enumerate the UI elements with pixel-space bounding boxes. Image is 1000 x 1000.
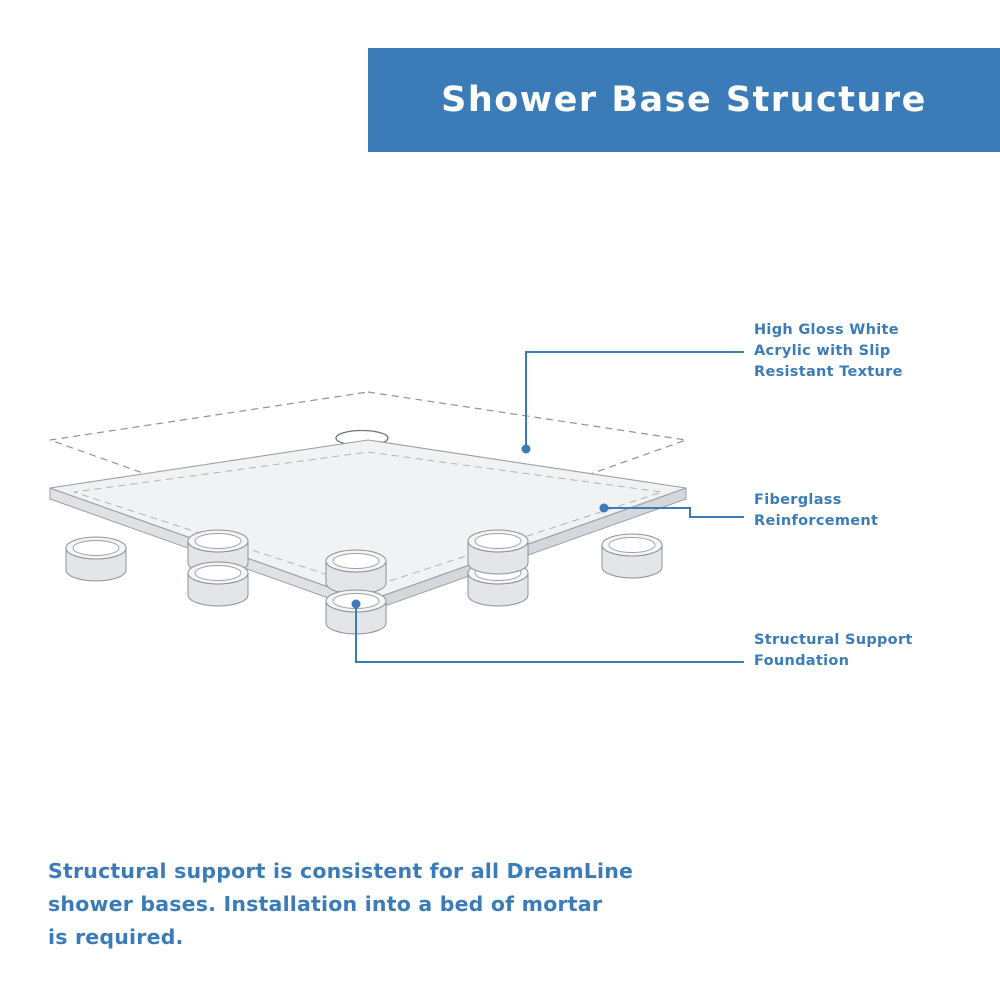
support-ring <box>326 550 386 594</box>
leader-dot-support <box>352 600 361 609</box>
support-ring <box>602 534 662 578</box>
footer-note-line: shower bases. Installation into a bed of mortar <box>48 892 603 917</box>
callout-line: Resistant Texture <box>754 364 903 381</box>
callout-line: Fiberglass <box>754 492 842 508</box>
support-ring <box>66 537 126 581</box>
leader-dot-fiberglass <box>600 504 609 513</box>
page-title: Shower Base Structure <box>441 80 927 120</box>
callout-label-acrylic <box>754 320 984 383</box>
callout-label-support <box>754 630 984 672</box>
footer-note-line: Structural support is consistent for all DreamLine <box>48 859 634 883</box>
leader-line-acrylic <box>526 352 744 449</box>
footer-note <box>48 855 688 955</box>
callout-line: High Gloss White <box>754 322 899 338</box>
leader-line-support <box>356 604 744 662</box>
callout-label-fiberglass <box>754 490 984 532</box>
leader-dot-acrylic <box>522 445 531 454</box>
callout-line: Acrylic with Slip <box>754 343 891 360</box>
callout-line: Reinforcement <box>754 513 879 530</box>
callout-line: Foundation <box>754 653 850 670</box>
callout-line: Structural Support <box>754 632 913 648</box>
support-ring <box>188 562 248 606</box>
footer-note-line: is required. <box>48 925 184 950</box>
support-ring <box>468 530 528 574</box>
